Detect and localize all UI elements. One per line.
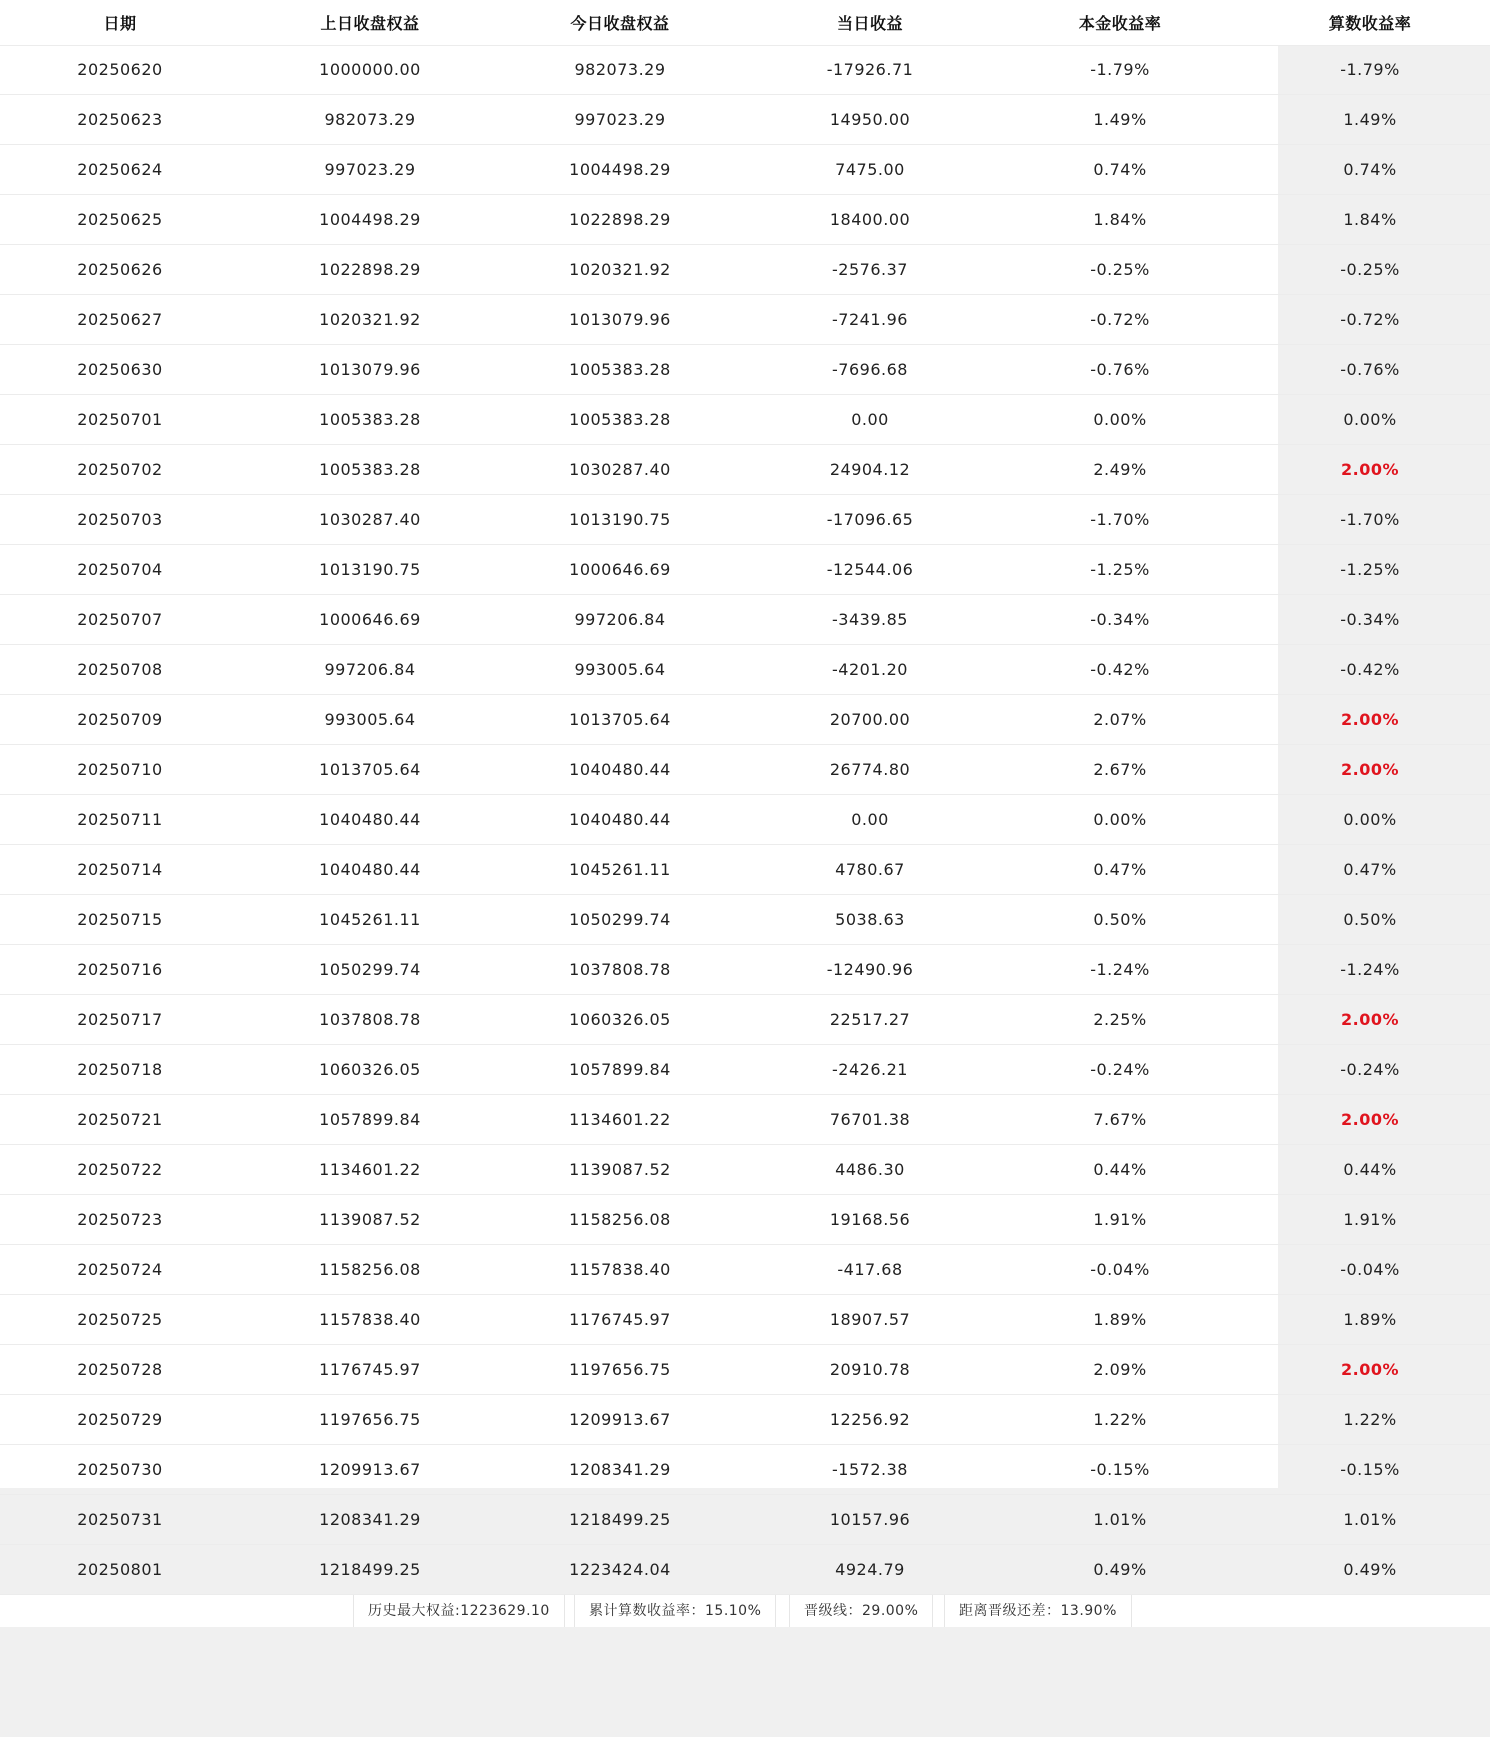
- cell-date: 20250718: [77, 1060, 163, 1079]
- cell-arith-rate: 0.74%: [1343, 160, 1397, 179]
- cell-daily-pnl: -4201.20: [832, 660, 908, 679]
- cell-daily-pnl: -3439.85: [832, 610, 908, 629]
- cell-prev-equity: 1197656.75: [319, 1410, 421, 1429]
- cell-prev-equity: 1040480.44: [319, 860, 421, 879]
- cell-principal-rate: 1.89%: [1093, 1310, 1147, 1329]
- cell-arith-rate: 1.49%: [1343, 110, 1397, 129]
- table-row: [0, 45, 1490, 95]
- table-row: [0, 95, 1490, 145]
- cell-date: 20250715: [77, 910, 163, 929]
- cell-daily-pnl: 0.00: [851, 810, 889, 829]
- cell-prev-equity: 1005383.28: [319, 410, 421, 429]
- table-row: [0, 495, 1490, 545]
- cell-prev-equity: 1208341.29: [319, 1510, 421, 1529]
- cell-date: 20250728: [77, 1360, 163, 1379]
- cell-today-equity: 1013079.96: [569, 310, 671, 329]
- cell-today-equity: 1209913.67: [569, 1410, 671, 1429]
- cell-date: 20250709: [77, 710, 163, 729]
- cell-prev-equity: 1000000.00: [319, 60, 421, 79]
- cell-principal-rate: 1.91%: [1093, 1210, 1147, 1229]
- table-row: [0, 245, 1490, 295]
- cell-principal-rate: 2.25%: [1093, 1010, 1147, 1029]
- cell-today-equity: 1040480.44: [569, 810, 671, 829]
- cell-principal-rate: 2.09%: [1093, 1360, 1147, 1379]
- table-row: [0, 645, 1490, 695]
- cell-principal-rate: 1.49%: [1093, 110, 1147, 129]
- gap-to-promotion-summary: 距离晋级还差：13.90%: [944, 1595, 1132, 1627]
- cell-date: 20250731: [77, 1510, 163, 1529]
- cell-arith-rate: 0.00%: [1343, 810, 1397, 829]
- cell-arith-rate: -1.79%: [1340, 60, 1400, 79]
- cell-date: 20250711: [77, 810, 163, 829]
- cell-arith-rate: -0.04%: [1340, 1260, 1400, 1279]
- table-row: [0, 395, 1490, 445]
- cell-prev-equity: 1139087.52: [319, 1210, 421, 1229]
- table-header: [0, 0, 1490, 46]
- table-row: [0, 1145, 1490, 1195]
- table-row: [0, 1395, 1490, 1445]
- cell-principal-rate: -0.76%: [1090, 360, 1150, 379]
- cell-date: 20250716: [77, 960, 163, 979]
- cell-today-equity: 1057899.84: [569, 1060, 671, 1079]
- cell-arith-rate: 2.00%: [1340, 710, 1399, 729]
- cell-daily-pnl: 22517.27: [829, 1010, 911, 1029]
- cell-daily-pnl: -17096.65: [826, 510, 914, 529]
- table-row: [0, 1095, 1490, 1145]
- table-row: [0, 345, 1490, 395]
- cell-arith-rate: 1.84%: [1343, 210, 1397, 229]
- cell-daily-pnl: 12256.92: [829, 1410, 911, 1429]
- cell-date: 20250625: [77, 210, 163, 229]
- cell-date: 20250721: [77, 1110, 163, 1129]
- header-principal-rate: 本金收益率: [1078, 14, 1162, 33]
- cell-daily-pnl: -417.68: [837, 1260, 903, 1279]
- table-row: [0, 945, 1490, 995]
- cell-date: 20250630: [77, 360, 163, 379]
- cell-today-equity: 1040480.44: [569, 760, 671, 779]
- cell-date: 20250801: [77, 1560, 163, 1579]
- cell-daily-pnl: 18907.57: [829, 1310, 911, 1329]
- cell-prev-equity: 1209913.67: [319, 1460, 421, 1479]
- cell-date: 20250626: [77, 260, 163, 279]
- cell-daily-pnl: 14950.00: [829, 110, 911, 129]
- cell-principal-rate: -1.24%: [1090, 960, 1150, 979]
- cell-principal-rate: -0.25%: [1090, 260, 1150, 279]
- cell-prev-equity: 1218499.25: [319, 1560, 421, 1579]
- cell-daily-pnl: 20700.00: [829, 710, 911, 729]
- cell-arith-rate: -0.42%: [1340, 660, 1400, 679]
- cell-daily-pnl: 76701.38: [829, 1110, 911, 1129]
- cell-today-equity: 997206.84: [574, 610, 666, 629]
- cell-principal-rate: 0.50%: [1093, 910, 1147, 929]
- cell-arith-rate: -1.24%: [1340, 960, 1400, 979]
- cell-principal-rate: -0.72%: [1090, 310, 1150, 329]
- cell-principal-rate: 1.22%: [1093, 1410, 1147, 1429]
- cell-arith-rate: 1.91%: [1343, 1210, 1397, 1229]
- table-row: [0, 795, 1490, 845]
- cell-principal-rate: 7.67%: [1093, 1110, 1147, 1129]
- table-row: [0, 1445, 1490, 1495]
- cell-today-equity: 1005383.28: [569, 410, 671, 429]
- cell-today-equity: 1022898.29: [569, 210, 671, 229]
- cell-daily-pnl: -2426.21: [832, 1060, 908, 1079]
- cell-date: 20250724: [77, 1260, 163, 1279]
- cell-arith-rate: 2.00%: [1340, 1110, 1399, 1129]
- cell-principal-rate: -0.42%: [1090, 660, 1150, 679]
- cell-prev-equity: 997206.84: [324, 660, 416, 679]
- cell-today-equity: 1158256.08: [569, 1210, 671, 1229]
- cell-principal-rate: 2.07%: [1093, 710, 1147, 729]
- cell-prev-equity: 1013190.75: [319, 560, 421, 579]
- cell-principal-rate: 2.49%: [1093, 460, 1147, 479]
- cell-date: 20250725: [77, 1310, 163, 1329]
- cell-principal-rate: -0.04%: [1090, 1260, 1150, 1279]
- cell-today-equity: 1045261.11: [569, 860, 671, 879]
- cell-arith-rate: -1.70%: [1340, 510, 1400, 529]
- header-today-equity: 今日收盘权益: [570, 14, 670, 33]
- cell-prev-equity: 1037808.78: [319, 1010, 421, 1029]
- cell-daily-pnl: -7241.96: [832, 310, 908, 329]
- table-row: [0, 1495, 1490, 1545]
- cell-daily-pnl: -2576.37: [832, 260, 908, 279]
- cell-date: 20250627: [77, 310, 163, 329]
- cell-today-equity: 1000646.69: [569, 560, 671, 579]
- cell-principal-rate: -1.25%: [1090, 560, 1150, 579]
- cell-prev-equity: 1013079.96: [319, 360, 421, 379]
- cell-daily-pnl: 20910.78: [829, 1360, 911, 1379]
- cell-prev-equity: 1050299.74: [319, 960, 421, 979]
- cell-daily-pnl: 7475.00: [835, 160, 905, 179]
- table-row: [0, 745, 1490, 795]
- cell-principal-rate: -1.79%: [1090, 60, 1150, 79]
- cell-arith-rate: -0.24%: [1340, 1060, 1400, 1079]
- promotion-line-summary: 晋级线：29.00%: [789, 1595, 933, 1627]
- cell-date: 20250701: [77, 410, 163, 429]
- cell-arith-rate: 2.00%: [1340, 1010, 1399, 1029]
- cell-principal-rate: -0.15%: [1090, 1460, 1150, 1479]
- table-row: [0, 595, 1490, 645]
- cell-today-equity: 1208341.29: [569, 1460, 671, 1479]
- table-row: [0, 695, 1490, 745]
- header-arith-rate: 算数收益率: [1328, 14, 1412, 33]
- cell-prev-equity: 1020321.92: [319, 310, 421, 329]
- cell-daily-pnl: 4486.30: [835, 1160, 905, 1179]
- cell-prev-equity: 1005383.28: [319, 460, 421, 479]
- table-row: [0, 445, 1490, 495]
- cell-arith-rate: -0.76%: [1340, 360, 1400, 379]
- cell-prev-equity: 1176745.97: [319, 1360, 421, 1379]
- cell-today-equity: 1013190.75: [569, 510, 671, 529]
- cell-arith-rate: 0.44%: [1343, 1160, 1397, 1179]
- cell-date: 20250707: [77, 610, 163, 629]
- cell-prev-equity: 1013705.64: [319, 760, 421, 779]
- cell-prev-equity: 1045261.11: [319, 910, 421, 929]
- summary-bar: [0, 1595, 1490, 1627]
- cell-today-equity: 1176745.97: [569, 1310, 671, 1329]
- cell-today-equity: 1004498.29: [569, 160, 671, 179]
- table-row: [0, 145, 1490, 195]
- cell-daily-pnl: 18400.00: [829, 210, 911, 229]
- cell-today-equity: 1005383.28: [569, 360, 671, 379]
- cell-today-equity: 1037808.78: [569, 960, 671, 979]
- cell-today-equity: 1050299.74: [569, 910, 671, 929]
- cell-date: 20250722: [77, 1160, 163, 1179]
- cell-prev-equity: 1057899.84: [319, 1110, 421, 1129]
- cell-prev-equity: 997023.29: [324, 160, 416, 179]
- cell-principal-rate: -0.34%: [1090, 610, 1150, 629]
- cell-prev-equity: 1000646.69: [319, 610, 421, 629]
- cell-daily-pnl: -12544.06: [826, 560, 914, 579]
- cell-prev-equity: 1004498.29: [319, 210, 421, 229]
- table-row: [0, 845, 1490, 895]
- cell-date: 20250717: [77, 1010, 163, 1029]
- table-row: [0, 1345, 1490, 1395]
- cell-date: 20250620: [77, 60, 163, 79]
- cell-today-equity: 1218499.25: [569, 1510, 671, 1529]
- cell-principal-rate: 0.00%: [1093, 810, 1147, 829]
- table-row: [0, 195, 1490, 245]
- cell-prev-equity: 1030287.40: [319, 510, 421, 529]
- cell-today-equity: 1157838.40: [569, 1260, 671, 1279]
- table-row: [0, 295, 1490, 345]
- cell-date: 20250714: [77, 860, 163, 879]
- cumulative-rate-summary: 累计算数收益率：15.10%: [574, 1595, 776, 1627]
- cell-daily-pnl: 4924.79: [835, 1560, 905, 1579]
- cell-date: 20250723: [77, 1210, 163, 1229]
- table-row: [0, 1295, 1490, 1345]
- cell-today-equity: 1197656.75: [569, 1360, 671, 1379]
- table-row: [0, 995, 1490, 1045]
- cell-date: 20250730: [77, 1460, 163, 1479]
- cell-date: 20250702: [77, 460, 163, 479]
- cell-today-equity: 997023.29: [574, 110, 666, 129]
- cell-daily-pnl: -1572.38: [832, 1460, 908, 1479]
- cell-principal-rate: 0.49%: [1093, 1560, 1147, 1579]
- cell-arith-rate: 1.22%: [1343, 1410, 1397, 1429]
- bottom-blank-area: [0, 1627, 1490, 1737]
- cell-today-equity: 982073.29: [574, 60, 666, 79]
- cell-prev-equity: 1040480.44: [319, 810, 421, 829]
- table-row: [0, 1545, 1490, 1595]
- cell-date: 20250710: [77, 760, 163, 779]
- cell-principal-rate: 0.44%: [1093, 1160, 1147, 1179]
- cell-daily-pnl: -12490.96: [826, 960, 914, 979]
- cell-arith-rate: 1.89%: [1343, 1310, 1397, 1329]
- table-row: [0, 1245, 1490, 1295]
- table-row: [0, 1195, 1490, 1245]
- cell-principal-rate: 1.01%: [1093, 1510, 1147, 1529]
- cell-arith-rate: -0.25%: [1340, 260, 1400, 279]
- cell-principal-rate: 0.00%: [1093, 410, 1147, 429]
- cell-principal-rate: 1.84%: [1093, 210, 1147, 229]
- cell-arith-rate: 0.49%: [1343, 1560, 1397, 1579]
- cell-today-equity: 1223424.04: [569, 1560, 671, 1579]
- cell-principal-rate: -1.70%: [1090, 510, 1150, 529]
- max-equity-summary: 历史最大权益:1223629.10: [353, 1595, 565, 1627]
- cell-today-equity: 1139087.52: [569, 1160, 671, 1179]
- cell-prev-equity: 1060326.05: [319, 1060, 421, 1079]
- cell-arith-rate: 2.00%: [1340, 760, 1399, 779]
- cell-arith-rate: -0.72%: [1340, 310, 1400, 329]
- cell-daily-pnl: -17926.71: [826, 60, 914, 79]
- cell-prev-equity: 1022898.29: [319, 260, 421, 279]
- cell-daily-pnl: 19168.56: [829, 1210, 911, 1229]
- cell-daily-pnl: 26774.80: [829, 760, 911, 779]
- header-daily-pnl: 当日收益: [836, 14, 903, 33]
- cell-arith-rate: -0.15%: [1340, 1460, 1400, 1479]
- header-prev-equity: 上日收盘权益: [320, 14, 420, 33]
- table-row: [0, 545, 1490, 595]
- cell-today-equity: 1020321.92: [569, 260, 671, 279]
- table-row: [0, 895, 1490, 945]
- cell-today-equity: 1030287.40: [569, 460, 671, 479]
- cell-prev-equity: 1157838.40: [319, 1310, 421, 1329]
- cell-date: 20250729: [77, 1410, 163, 1429]
- cell-prev-equity: 1158256.08: [319, 1260, 421, 1279]
- cell-date: 20250703: [77, 510, 163, 529]
- cell-principal-rate: -0.24%: [1090, 1060, 1150, 1079]
- cell-principal-rate: 2.67%: [1093, 760, 1147, 779]
- cell-date: 20250708: [77, 660, 163, 679]
- cell-date: 20250623: [77, 110, 163, 129]
- cell-arith-rate: -0.34%: [1340, 610, 1400, 629]
- header-date: 日期: [103, 14, 137, 33]
- cell-arith-rate: 0.50%: [1343, 910, 1397, 929]
- cell-arith-rate: 2.00%: [1340, 460, 1399, 479]
- cell-arith-rate: -1.25%: [1340, 560, 1400, 579]
- cell-today-equity: 1013705.64: [569, 710, 671, 729]
- table-row: [0, 1045, 1490, 1095]
- cell-daily-pnl: 0.00: [851, 410, 889, 429]
- cell-arith-rate: 0.47%: [1343, 860, 1397, 879]
- cell-date: 20250624: [77, 160, 163, 179]
- cell-today-equity: 1134601.22: [569, 1110, 671, 1129]
- cell-principal-rate: 0.74%: [1093, 160, 1147, 179]
- cell-arith-rate: 1.01%: [1343, 1510, 1397, 1529]
- cell-principal-rate: 0.47%: [1093, 860, 1147, 879]
- cell-daily-pnl: 10157.96: [829, 1510, 911, 1529]
- cell-arith-rate: 0.00%: [1343, 410, 1397, 429]
- cell-prev-equity: 993005.64: [324, 710, 416, 729]
- cell-today-equity: 1060326.05: [569, 1010, 671, 1029]
- cell-daily-pnl: -7696.68: [832, 360, 908, 379]
- cell-date: 20250704: [77, 560, 163, 579]
- cell-daily-pnl: 4780.67: [835, 860, 905, 879]
- cell-today-equity: 993005.64: [574, 660, 666, 679]
- cell-daily-pnl: 5038.63: [835, 910, 905, 929]
- cell-daily-pnl: 24904.12: [829, 460, 911, 479]
- cell-arith-rate: 2.00%: [1340, 1360, 1399, 1379]
- cell-prev-equity: 1134601.22: [319, 1160, 421, 1179]
- cell-prev-equity: 982073.29: [324, 110, 416, 129]
